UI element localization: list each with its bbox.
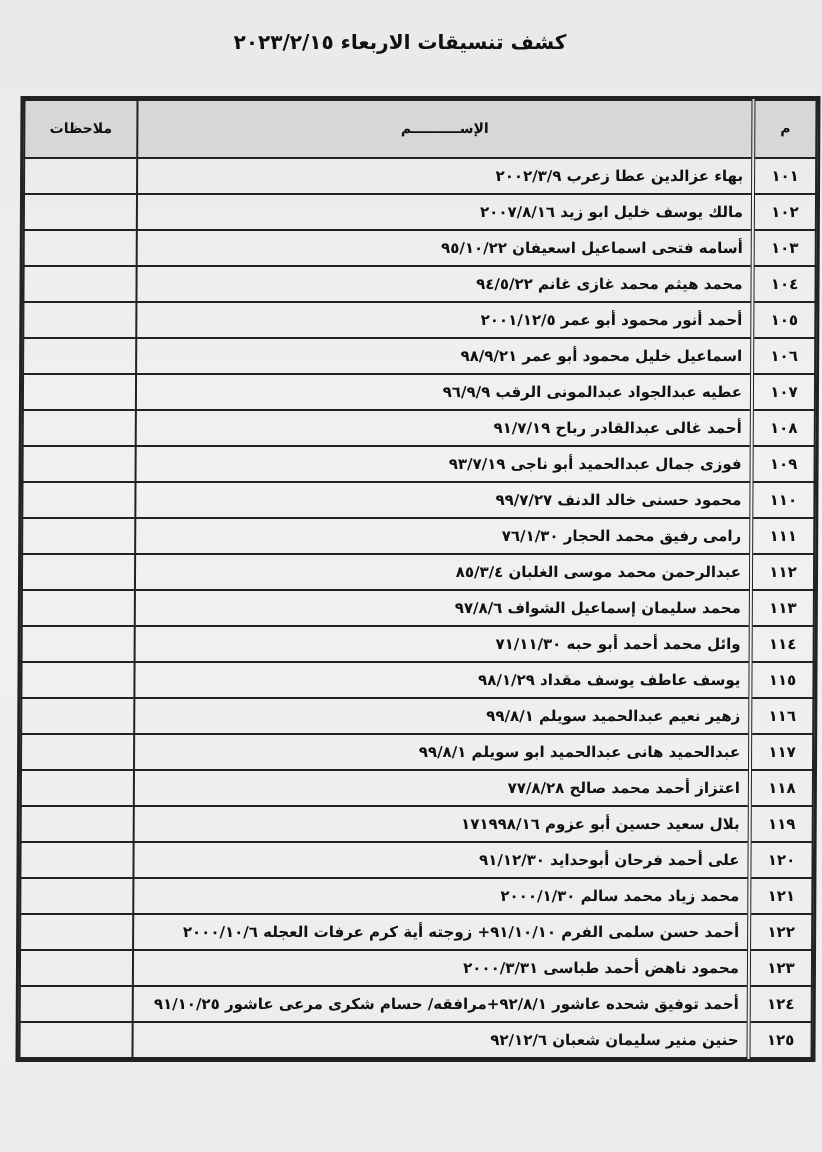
row-name: على أحمد فرحان أبوحدايد ٩١/١٢/٣٠ [133, 842, 749, 878]
row-name: بهاء عزالدين عطا زعرب ٢٠٠٢/٣/٩ [137, 158, 753, 194]
row-number: ١١٢ [751, 554, 814, 590]
row-notes [20, 842, 133, 878]
row-name: بلال سعيد حسين أبو عزوم ١٧١٩٩٨/١٦ [134, 806, 750, 842]
row-notes [20, 950, 133, 986]
row-number: ١٢٣ [749, 950, 812, 986]
row-number: ١١٦ [750, 698, 813, 734]
row-notes [24, 230, 137, 266]
table-row [22, 482, 814, 518]
row-notes [23, 266, 136, 302]
row-number: ١٠٢ [753, 194, 816, 230]
row-number: ١٠٤ [752, 266, 815, 302]
row-name: اسماعيل خليل محمود أبو عمر ٩٨/٩/٢١ [136, 338, 752, 374]
table-row [20, 914, 812, 950]
table-row [22, 590, 814, 626]
row-notes [21, 662, 134, 698]
table-row [23, 410, 815, 446]
row-number: ١٢٤ [749, 986, 812, 1022]
row-notes [22, 518, 135, 554]
names-table-container [15, 96, 820, 1062]
row-notes [20, 914, 133, 950]
page-title: كشف تنسيقات الاربعاء ٢٠٢٣/٢/١٥ [233, 30, 567, 54]
table-row [20, 950, 812, 986]
row-number: ١١٤ [751, 626, 814, 662]
row-name: مالك يوسف خليل ابو زيد ٢٠٠٧/٨/١٦ [137, 194, 753, 230]
row-notes [21, 698, 134, 734]
row-name: عطيه عبدالجواد عبدالمونى الرقب ٩٦/٩/٩ [136, 374, 752, 410]
row-number: ١٠٣ [753, 230, 816, 266]
table-body [19, 158, 816, 1058]
row-notes [23, 338, 136, 374]
table-row [23, 266, 815, 302]
row-notes [22, 590, 135, 626]
row-number: ١١٣ [751, 590, 814, 626]
row-name: أحمد غالى عبدالقادر رباح ٩١/٧/١٩ [136, 410, 752, 446]
row-name: اعتزاز أحمد محمد صالح ٧٧/٨/٢٨ [134, 770, 750, 806]
row-notes [20, 986, 133, 1022]
row-name: عبدالرحمن محمد موسى الغلبان ٨٥/٣/٤ [135, 554, 751, 590]
table-row [21, 698, 813, 734]
row-number: ١٢٢ [749, 914, 812, 950]
table-row [21, 806, 813, 842]
header-notes: ملاحظات [24, 100, 137, 158]
table-row [21, 770, 813, 806]
table-row [22, 626, 814, 662]
row-name: رامى رفيق محمد الحجار ٧٦/١/٣٠ [135, 518, 751, 554]
table-row [20, 986, 812, 1022]
row-name: حنين منير سليمان شعبان ٩٢/١٢/٦ [132, 1022, 748, 1058]
row-name: محمد سليمان إسماعيل الشواف ٩٧/٨/٦ [135, 590, 751, 626]
table-header-row [24, 100, 816, 158]
row-name: محمود ناهض أحمد طباسى ٢٠٠٠/٣/٣١ [133, 950, 749, 986]
row-name: أحمد توفيق شحده عاشور ٩٢/٨/١+مرافقه/ حسام شكرى مرعى عاشور ٩١/١٠/٢٥ [133, 986, 749, 1022]
row-number: ١١١ [751, 518, 814, 554]
row-number: ١٠٨ [752, 410, 815, 446]
row-notes [23, 446, 136, 482]
header-name: الإســــــــــم [137, 100, 753, 158]
table-row [24, 194, 816, 230]
table-row [24, 230, 816, 266]
row-number: ١٢٥ [748, 1022, 811, 1058]
row-name: محمد هيثم محمد غازى غانم ٩٤/٥/٢٢ [136, 266, 752, 302]
row-number: ١١٥ [750, 662, 813, 698]
row-notes [21, 806, 134, 842]
row-notes [22, 482, 135, 518]
table-row [20, 878, 812, 914]
row-notes [24, 194, 137, 230]
row-name: أسامه فتحى اسماعيل اسعيفان ٩٥/١٠/٢٢ [137, 230, 753, 266]
table-row [22, 554, 814, 590]
table-row [24, 158, 816, 194]
table-row [23, 302, 815, 338]
table-row [19, 1022, 811, 1058]
row-name: فوزى جمال عبدالحميد أبو ناجى ٩٣/٧/١٩ [136, 446, 752, 482]
row-name: أحمد حسن سلمى الفرم ٩١/١٠/١٠+ زوجته أية كرم عرفات العجله ٢٠٠٠/١٠/٦ [133, 914, 749, 950]
row-notes [23, 302, 136, 338]
row-notes [24, 158, 137, 194]
row-number: ١٢٠ [749, 842, 812, 878]
table-row [21, 662, 813, 698]
header-number: م [753, 100, 816, 158]
row-number: ١٠٩ [752, 446, 815, 482]
row-number: ١٠١ [753, 158, 816, 194]
names-table [18, 99, 817, 1059]
row-name: أحمد أنور محمود أبو عمر ٢٠٠١/١٢/٥ [136, 302, 752, 338]
table-row [23, 338, 815, 374]
row-number: ١١٩ [750, 806, 813, 842]
row-number: ١٠٥ [752, 302, 815, 338]
row-notes [20, 878, 133, 914]
table-row [20, 842, 812, 878]
row-name: عبدالحميد هانى عبدالحميد ابو سويلم ٩٩/٨/١ [134, 734, 750, 770]
row-notes [22, 626, 135, 662]
row-number: ١١٠ [751, 482, 814, 518]
row-name: وائل محمد أحمد أبو حبه ٧١/١١/٣٠ [135, 626, 751, 662]
row-number: ١٠٦ [752, 338, 815, 374]
row-number: ١١٧ [750, 734, 813, 770]
table-row [21, 734, 813, 770]
row-notes [22, 554, 135, 590]
row-notes [19, 1022, 132, 1058]
row-name: يوسف عاطف يوسف مقداد ٩٨/١/٢٩ [134, 662, 750, 698]
row-name: محمود حسنى خالد الدنف ٩٩/٧/٢٧ [135, 482, 751, 518]
row-number: ١٠٧ [752, 374, 815, 410]
row-notes [23, 374, 136, 410]
table-row [23, 446, 815, 482]
row-name: محمد زياد محمد سالم ٢٠٠٠/١/٣٠ [133, 878, 749, 914]
row-name: زهير نعيم عبدالحميد سويلم ٩٩/٨/١ [134, 698, 750, 734]
row-notes [23, 410, 136, 446]
row-number: ١١٨ [750, 770, 813, 806]
row-notes [21, 734, 134, 770]
row-notes [21, 770, 134, 806]
row-number: ١٢١ [749, 878, 812, 914]
table-row [22, 518, 814, 554]
table-row [23, 374, 815, 410]
